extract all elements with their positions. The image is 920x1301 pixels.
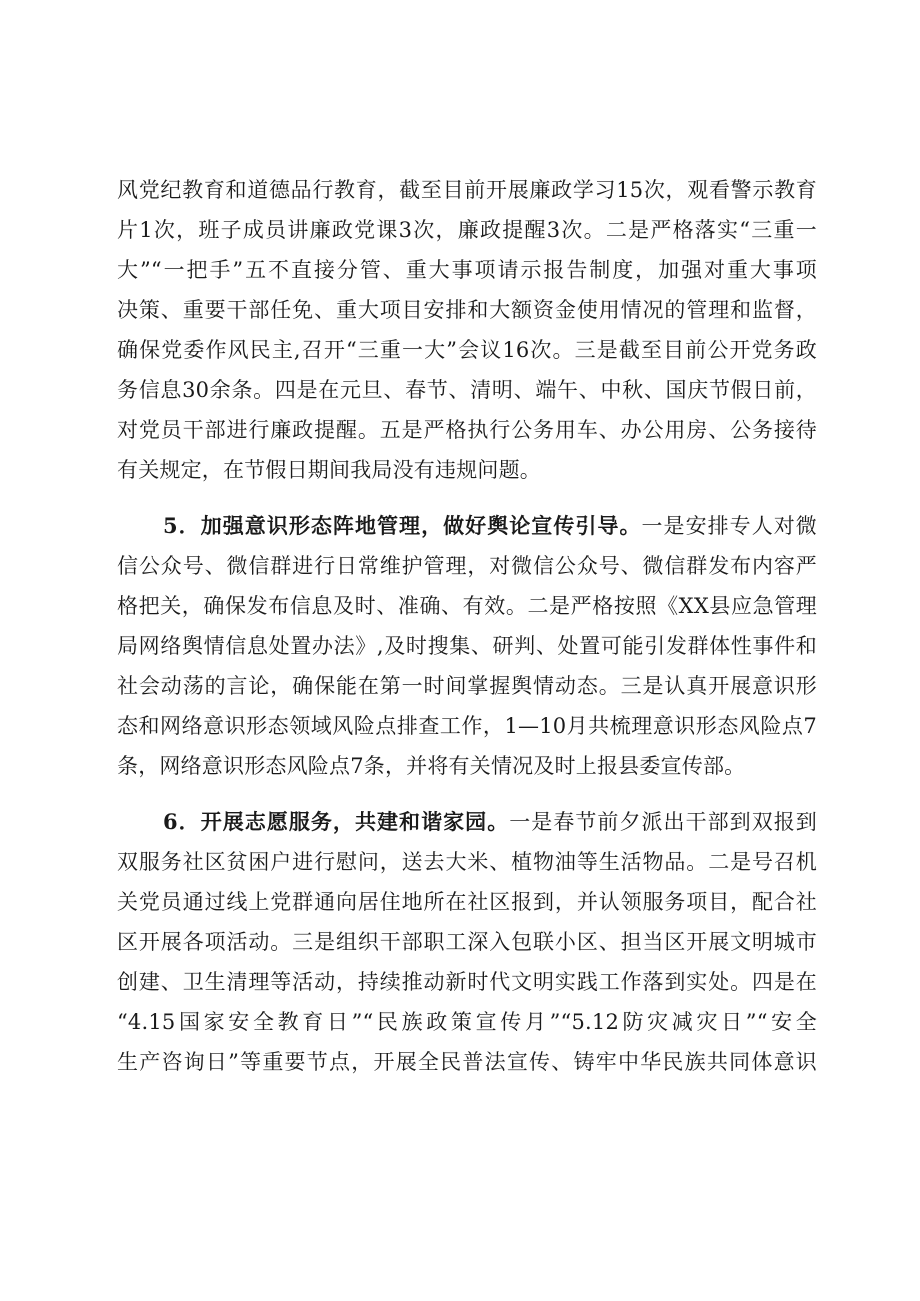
text-line: 片1次，班子成员讲廉政党课3次，廉政提醒3次。二是严格落实“三重一 [117,218,817,242]
text-line: 态和网络意识形态领域风险点排查工作，1—10月共梳理意识形态风险点7 [117,714,817,738]
text-line: 风党纪教育和道德品行教育，截至目前开展廉政学习15次，观看警示教育 [117,178,817,202]
text-line: 信公众号、微信群进行日常维护管理，对微信公众号、微信群发布内容严 [117,554,817,578]
paragraph-first-line [117,506,817,546]
document-page [117,170,817,1082]
paragraph-volunteer-service [117,802,817,1082]
text-line: 条，网络意识形态风险点7条，并将有关情况及时上报县委宣传部。 [117,754,746,778]
paragraph-first-line [117,802,817,842]
text-line: 格把关，确保发布信息及时、准确、有效。二是严格按照《XX县应急管理 [117,594,817,618]
text-line: 社会动荡的言论，确保能在第一时间掌握舆情动态。三是认真开展意识形 [117,674,817,698]
text-line: 确保党委作风民主,召开“三重一大”会议16次。三是截至目前公开党务政 [117,338,817,362]
text-line: 双服务社区贫困户进行慰问，送去大米、植物油等生活物品。二是号召机 [117,850,817,874]
text-line: 决策、重要干部任免、重大项目安排和大额资金使用情况的管理和监督， [117,298,817,322]
paragraph-integrity-education [117,170,817,490]
text-line: 关党员通过线上党群通向居住地所在社区报到，并认领服务项目，配合社 [117,890,817,914]
section-heading-5: 5．加强意识形态阵地管理，做好舆论宣传引导。 [163,513,642,538]
text-segment: 一是安排专人对微 [641,514,817,538]
text-line: 区开展各项活动。三是组织干部职工深入包联小区、担当区开展文明城市 [117,930,817,954]
paragraph-ideology-management [117,506,817,786]
text-line: 务信息30余条。四是在元旦、春节、清明、端午、中秋、国庆节假日前， [117,378,817,402]
text-line: 局网络舆情信息处置办法》,及时搜集、研判、处置可能引发群体性事件和 [117,634,817,658]
text-segment: 一是春节前夕派出干部到双报到 [509,810,817,834]
text-line: 大”“一把手”五不直接分管、重大事项请示报告制度，加强对重大事项 [117,258,817,282]
text-line: 生产咨询日”等重要节点，开展全民普法宣传、铸牢中华民族共同体意识 [117,1050,817,1074]
text-line: 有关规定，在节假日期间我局没有违规问题。 [117,458,541,482]
text-line: 创建、卫生清理等活动，持续推动新时代文明实践工作落到实处。四是在 [117,970,817,994]
section-heading-6: 6．开展志愿服务，共建和谐家园。 [163,809,510,834]
text-line: “4.15国家安全教育日”“民族政策宣传月”“5.12防灾减灾日”“安全 [117,1010,817,1034]
text-line: 对党员干部进行廉政提醒。五是严格执行公务用车、办公用房、公务接待 [117,418,817,442]
